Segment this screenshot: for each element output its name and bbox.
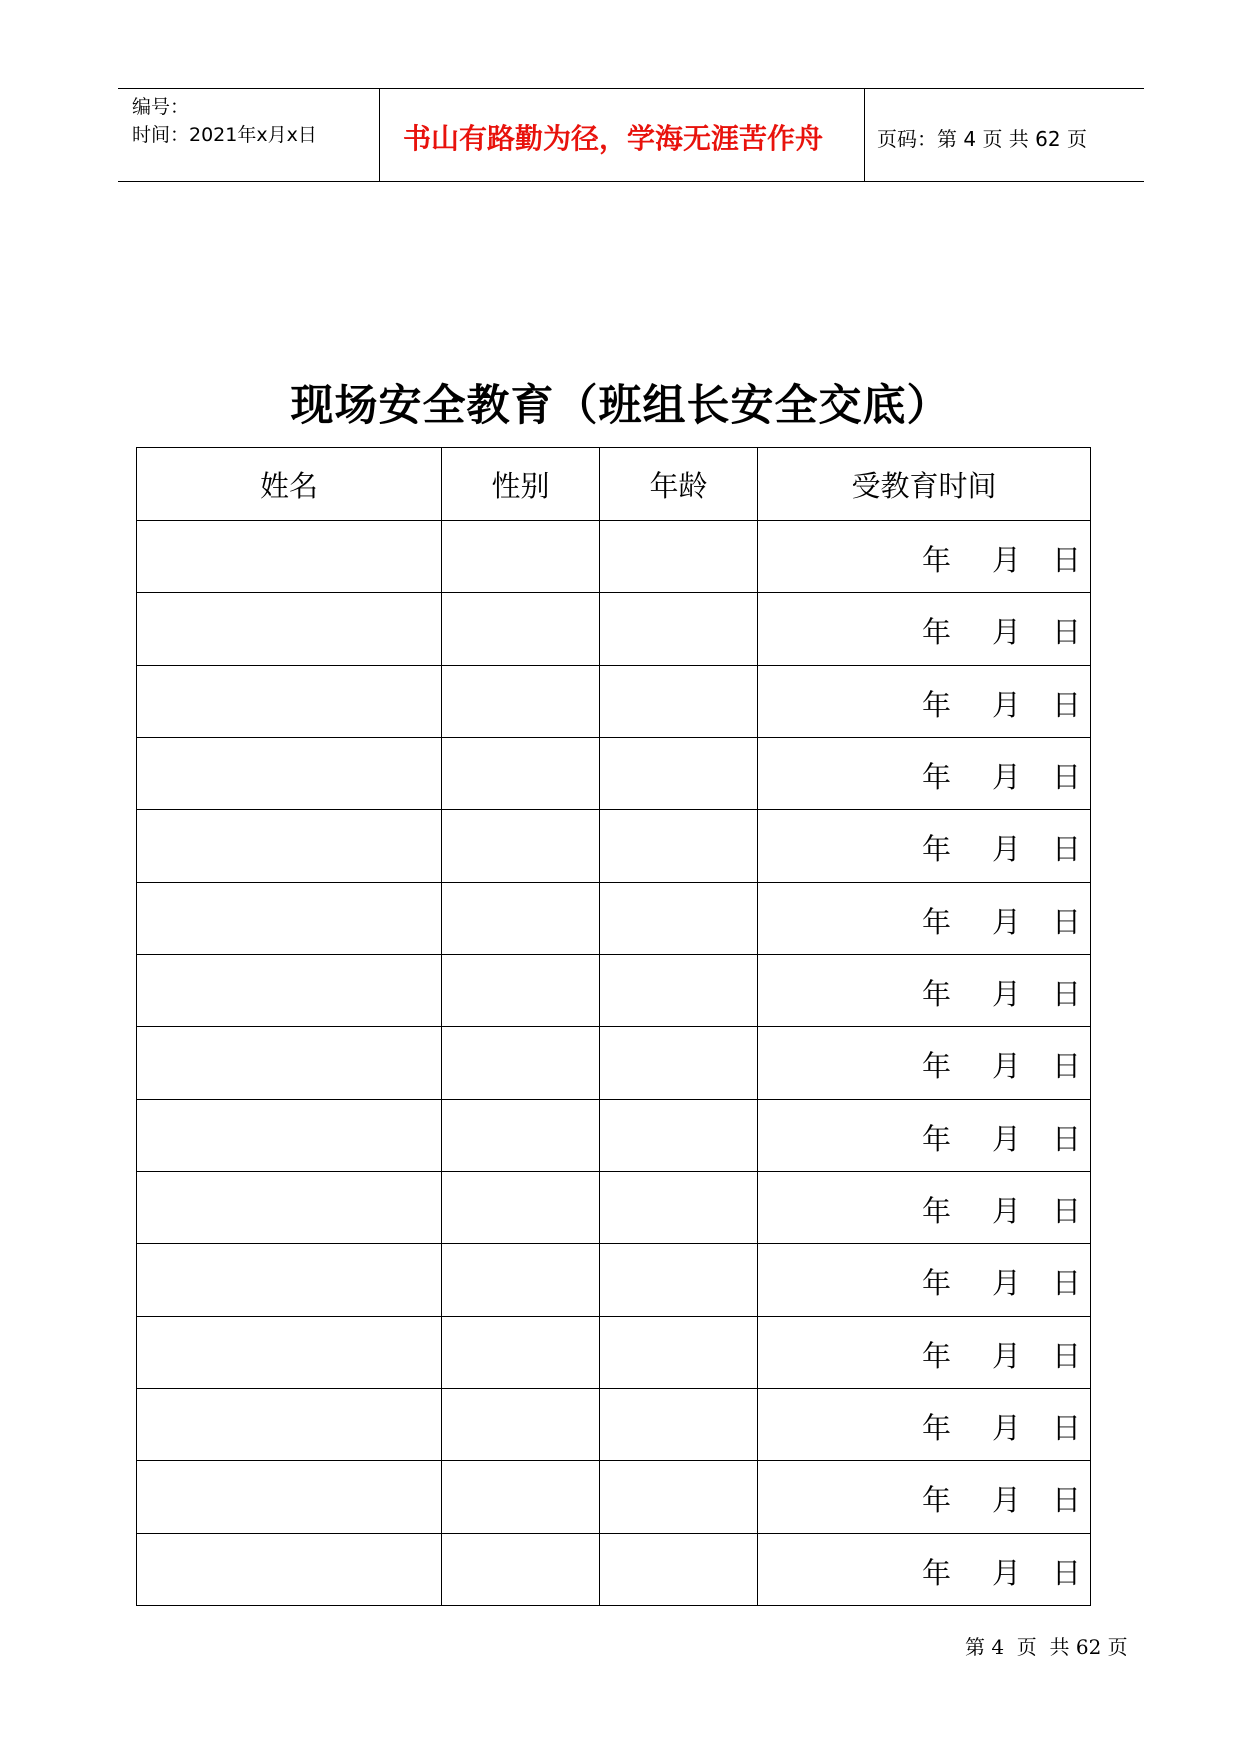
- date-month-label: 月: [992, 759, 1022, 794]
- date-year-label: 年: [922, 687, 952, 722]
- document-title: 现场安全教育（班组长安全交底）: [290, 381, 951, 431]
- education-date-cell[interactable]: [758, 1099, 1091, 1171]
- education-date-cell[interactable]: [758, 737, 1091, 809]
- date-day-label: 日: [1052, 1049, 1082, 1084]
- age-cell[interactable]: [600, 882, 758, 954]
- table-body: [137, 521, 1091, 1606]
- age-cell[interactable]: [600, 1316, 758, 1388]
- gender-cell[interactable]: [442, 593, 600, 665]
- date-day-label: 日: [1052, 904, 1082, 939]
- date-year-label: 年: [922, 543, 952, 577]
- age-cell[interactable]: [600, 810, 758, 882]
- education-date-cell[interactable]: [758, 1533, 1091, 1605]
- name-cell[interactable]: [137, 1461, 442, 1533]
- date-month-label: 月: [992, 687, 1022, 722]
- gender-cell[interactable]: [442, 521, 600, 593]
- date-month-label: 月: [992, 976, 1022, 1011]
- age-cell[interactable]: [600, 1533, 758, 1605]
- column-header-age: 年龄: [600, 448, 758, 521]
- education-date-cell[interactable]: [758, 1171, 1091, 1243]
- name-cell[interactable]: [137, 737, 442, 809]
- age-cell[interactable]: [600, 1027, 758, 1099]
- date-year-label: 年: [922, 1338, 952, 1373]
- header-meta-cell: [118, 89, 380, 181]
- date-day-label: 日: [1052, 1483, 1082, 1518]
- date-year-label: 年: [922, 1266, 952, 1301]
- date-day-label: 日: [1052, 543, 1082, 577]
- date-year-label: 年: [922, 1483, 952, 1518]
- table-row: [137, 521, 1091, 593]
- gender-cell[interactable]: [442, 1171, 600, 1243]
- table-header-row: [137, 448, 1091, 521]
- date-year-label: 年: [922, 832, 952, 867]
- gender-cell[interactable]: [442, 1099, 600, 1171]
- table-row: [137, 954, 1091, 1026]
- education-date-cell[interactable]: [758, 882, 1091, 954]
- column-header-gender: 性别: [442, 448, 600, 521]
- education-date-cell[interactable]: [758, 1461, 1091, 1533]
- table-row: [137, 1533, 1091, 1605]
- gender-cell[interactable]: [442, 1316, 600, 1388]
- date-month-label: 月: [992, 1193, 1022, 1228]
- date-year-label: 年: [922, 1121, 952, 1156]
- education-date-cell[interactable]: [758, 521, 1091, 593]
- table-row: [137, 1171, 1091, 1243]
- date-year-label: 年: [922, 615, 952, 650]
- table-row: [137, 593, 1091, 665]
- name-cell[interactable]: [137, 810, 442, 882]
- date-month-label: 月: [992, 904, 1022, 939]
- gender-cell[interactable]: [442, 1388, 600, 1460]
- age-cell[interactable]: [600, 1388, 758, 1460]
- table-row: [137, 810, 1091, 882]
- table-row: [137, 1461, 1091, 1533]
- education-date-cell[interactable]: [758, 1244, 1091, 1316]
- page-footer: 第 4 页 共 62 页: [965, 1635, 1128, 1659]
- table-row: [137, 1388, 1091, 1460]
- header-page-info: 页码：第 4 页 共 62 页: [877, 127, 1087, 151]
- gender-cell[interactable]: [442, 737, 600, 809]
- header-page-cell: [865, 89, 1144, 181]
- date-day-label: 日: [1052, 832, 1082, 867]
- name-cell[interactable]: [137, 1027, 442, 1099]
- gender-cell[interactable]: [442, 882, 600, 954]
- date-year-label: 年: [922, 976, 952, 1011]
- name-cell[interactable]: [137, 593, 442, 665]
- gender-cell[interactable]: [442, 665, 600, 737]
- gender-cell[interactable]: [442, 1244, 600, 1316]
- column-header-education-date: 受教育时间: [758, 448, 1091, 521]
- education-date-cell[interactable]: [758, 593, 1091, 665]
- name-cell[interactable]: [137, 1244, 442, 1316]
- name-cell[interactable]: [137, 1388, 442, 1460]
- table-row: [137, 1316, 1091, 1388]
- education-date-cell[interactable]: [758, 1027, 1091, 1099]
- date-month-label: 月: [992, 1266, 1022, 1301]
- date-year-label: 年: [922, 904, 952, 939]
- date-year-label: 年: [922, 759, 952, 794]
- date-day-label: 日: [1052, 759, 1082, 794]
- date-month-label: 月: [992, 1338, 1022, 1373]
- name-cell[interactable]: [137, 521, 442, 593]
- age-cell[interactable]: [600, 665, 758, 737]
- gender-cell[interactable]: [442, 1461, 600, 1533]
- name-cell[interactable]: [137, 882, 442, 954]
- date-day-label: 日: [1052, 1266, 1082, 1301]
- name-cell[interactable]: [137, 665, 442, 737]
- table-row: [137, 1099, 1091, 1171]
- education-date-cell[interactable]: [758, 810, 1091, 882]
- name-cell[interactable]: [137, 1099, 442, 1171]
- date-month-label: 月: [992, 1410, 1022, 1445]
- date-month-label: 月: [992, 1555, 1022, 1590]
- date-year-label: 年: [922, 1555, 952, 1590]
- name-cell[interactable]: [137, 954, 442, 1026]
- header-motto-cell: [380, 89, 865, 181]
- header-motto: 书山有路勤为径，学海无涯苦作舟: [402, 122, 823, 155]
- age-cell[interactable]: [600, 954, 758, 1026]
- gender-cell[interactable]: [442, 1027, 600, 1099]
- age-cell[interactable]: [600, 1099, 758, 1171]
- page-header: [118, 88, 1144, 182]
- age-cell[interactable]: [600, 1171, 758, 1243]
- education-date-cell[interactable]: [758, 665, 1091, 737]
- name-cell[interactable]: [137, 1533, 442, 1605]
- age-cell[interactable]: [600, 521, 758, 593]
- date-year-label: 年: [922, 1049, 952, 1084]
- age-cell[interactable]: [600, 737, 758, 809]
- date-month-label: 月: [992, 1121, 1022, 1156]
- education-date-cell[interactable]: [758, 1316, 1091, 1388]
- safety-education-table: [136, 447, 1091, 1606]
- table-row: [137, 1027, 1091, 1099]
- document-number-label: 编号：: [132, 96, 190, 118]
- table-row: [137, 665, 1091, 737]
- date-month-label: 月: [992, 832, 1022, 867]
- name-cell[interactable]: [137, 1316, 442, 1388]
- table-row: [137, 882, 1091, 954]
- age-cell[interactable]: [600, 1244, 758, 1316]
- table-row: [137, 737, 1091, 809]
- date-day-label: 日: [1052, 1193, 1082, 1228]
- gender-cell[interactable]: [442, 810, 600, 882]
- name-cell[interactable]: [137, 1171, 442, 1243]
- gender-cell[interactable]: [442, 1533, 600, 1605]
- date-month-label: 月: [992, 1049, 1022, 1084]
- date-day-label: 日: [1052, 615, 1082, 650]
- date-month-label: 月: [992, 1483, 1022, 1518]
- education-date-cell[interactable]: [758, 1388, 1091, 1460]
- document-date: 时间：2021年x月x日: [132, 124, 317, 146]
- education-date-cell[interactable]: [758, 954, 1091, 1026]
- date-year-label: 年: [922, 1410, 952, 1445]
- date-year-label: 年: [922, 1193, 952, 1228]
- age-cell[interactable]: [600, 1461, 758, 1533]
- age-cell[interactable]: [600, 593, 758, 665]
- column-header-name: 姓名: [137, 448, 442, 521]
- date-day-label: 日: [1052, 1410, 1082, 1445]
- date-day-label: 日: [1052, 687, 1082, 722]
- date-day-label: 日: [1052, 976, 1082, 1011]
- date-day-label: 日: [1052, 1555, 1082, 1590]
- gender-cell[interactable]: [442, 954, 600, 1026]
- date-day-label: 日: [1052, 1338, 1082, 1373]
- table-row: [137, 1244, 1091, 1316]
- date-day-label: 日: [1052, 1121, 1082, 1156]
- date-month-label: 月: [992, 615, 1022, 650]
- date-month-label: 月: [992, 543, 1022, 577]
